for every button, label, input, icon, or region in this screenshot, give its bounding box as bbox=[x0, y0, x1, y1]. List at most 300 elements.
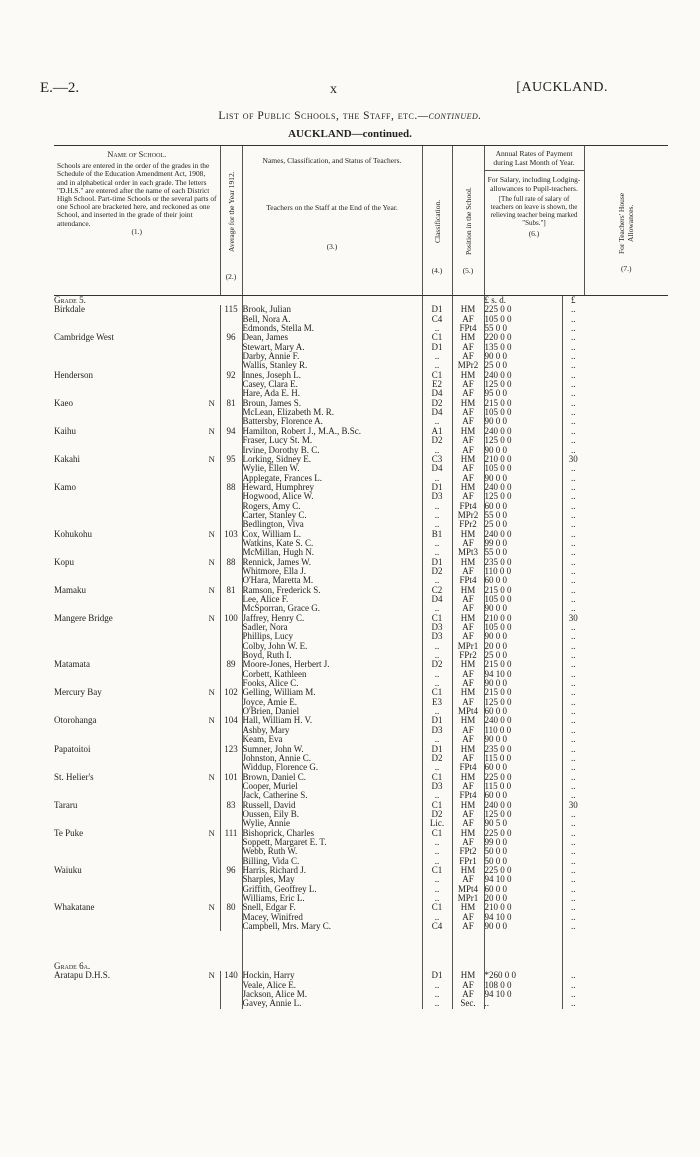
average-attendance bbox=[220, 885, 242, 894]
position: HM bbox=[452, 483, 484, 492]
teacher-name: Johnston, Annie C. bbox=[242, 754, 422, 763]
average-attendance: 103 bbox=[220, 530, 242, 539]
teacher-name: Hall, William H. V. bbox=[242, 716, 422, 725]
average-attendance: 123 bbox=[220, 745, 242, 754]
school-name bbox=[54, 698, 204, 707]
salary: 240 0 0 bbox=[484, 371, 562, 380]
average-attendance: 140 bbox=[220, 971, 242, 980]
position: AF bbox=[452, 389, 484, 398]
table-row bbox=[54, 399, 668, 408]
teacher-name: Jackson, Alice M. bbox=[242, 990, 422, 999]
salary: 215 0 0 bbox=[484, 399, 562, 408]
classification: .. bbox=[422, 576, 452, 585]
school-name bbox=[54, 380, 204, 389]
teacher-name: Harris, Richard J. bbox=[242, 866, 422, 875]
teacher-name: Macey, Winifred bbox=[242, 913, 422, 922]
school-name: Kakahi bbox=[54, 454, 80, 464]
classification: D1 bbox=[422, 558, 452, 567]
native-marker bbox=[204, 371, 220, 380]
school-name: Henderson bbox=[54, 370, 93, 380]
table-row bbox=[54, 829, 668, 838]
position: AF bbox=[452, 446, 484, 455]
classification: .. bbox=[422, 511, 452, 520]
position: FPr1 bbox=[452, 857, 484, 866]
salary: 210 0 0 bbox=[484, 903, 562, 912]
salary: 99 0 0 bbox=[484, 539, 562, 548]
native-marker bbox=[204, 922, 220, 931]
table-row bbox=[54, 660, 668, 669]
teacher-name: Bedlington, Viva bbox=[242, 520, 422, 529]
average-attendance bbox=[220, 670, 242, 679]
house-allowance: .. bbox=[571, 679, 576, 689]
page-subtitle: AUCKLAND—continued. bbox=[288, 128, 412, 140]
classification: .. bbox=[422, 642, 452, 651]
school-name bbox=[54, 782, 204, 791]
average-attendance bbox=[220, 763, 242, 772]
average-attendance bbox=[220, 474, 242, 483]
average-attendance: 95 bbox=[220, 455, 242, 464]
salary: 110 0 0 bbox=[484, 726, 562, 735]
native-marker bbox=[204, 604, 220, 613]
table-row bbox=[54, 922, 668, 931]
classification: D2 bbox=[422, 399, 452, 408]
position: AF bbox=[452, 819, 484, 828]
salary: .. bbox=[484, 999, 562, 1008]
teacher-name: Sumner, John W. bbox=[242, 745, 422, 754]
salary: 115 0 0 bbox=[484, 754, 562, 763]
salary: 105 0 0 bbox=[484, 408, 562, 417]
classification: D4 bbox=[422, 464, 452, 473]
house-allowance: .. bbox=[571, 819, 576, 829]
average-attendance bbox=[220, 436, 242, 445]
house-allowance: .. bbox=[571, 763, 576, 773]
house-allowance: .. bbox=[571, 875, 576, 885]
house-allowance: .. bbox=[571, 912, 576, 922]
teacher-name: Watkins, Kate S. C. bbox=[242, 539, 422, 548]
school-name bbox=[54, 763, 204, 772]
position: AF bbox=[452, 539, 484, 548]
salary: 215 0 0 bbox=[484, 688, 562, 697]
average-attendance: 83 bbox=[220, 801, 242, 810]
school-name bbox=[54, 623, 204, 632]
native-marker bbox=[204, 838, 220, 847]
table-row bbox=[54, 763, 668, 772]
position: HM bbox=[452, 903, 484, 912]
teacher-name: Rennick, James W. bbox=[242, 558, 422, 567]
classification: D1 bbox=[422, 343, 452, 352]
teacher-name: Dean, James bbox=[242, 333, 422, 342]
position: FPt4 bbox=[452, 324, 484, 333]
average-attendance bbox=[220, 380, 242, 389]
table-row bbox=[54, 857, 668, 866]
position: AF bbox=[452, 735, 484, 744]
classification: .. bbox=[422, 981, 452, 990]
position: HM bbox=[452, 773, 484, 782]
position: AF bbox=[452, 567, 484, 576]
position: HM bbox=[452, 614, 484, 623]
classification: C2 bbox=[422, 586, 452, 595]
table-row bbox=[54, 903, 668, 912]
table-row bbox=[54, 990, 668, 999]
salary: 90 0 0 bbox=[484, 735, 562, 744]
salary: 20 0 0 bbox=[484, 642, 562, 651]
average-attendance bbox=[220, 999, 242, 1008]
school-name bbox=[54, 446, 204, 455]
salary: 90 0 0 bbox=[484, 632, 562, 641]
position-header: Position in the School. (5.) bbox=[452, 146, 484, 296]
house-allowance: .. bbox=[571, 305, 576, 315]
salary: *260 0 0 bbox=[484, 971, 562, 980]
classification: D3 bbox=[422, 632, 452, 641]
salary: 95 0 0 bbox=[484, 389, 562, 398]
native-marker bbox=[204, 623, 220, 632]
native-marker: N bbox=[204, 903, 220, 912]
teacher-name: Keam, Eva bbox=[242, 735, 422, 744]
average-attendance bbox=[220, 847, 242, 856]
school-name bbox=[54, 754, 204, 763]
classification: .. bbox=[422, 520, 452, 529]
average-attendance bbox=[220, 389, 242, 398]
teachers-header: Names, Classification, and Status of Teachers. Teachers on the Staff at the End of the Year. (3.) bbox=[242, 146, 422, 296]
average-attendance bbox=[220, 604, 242, 613]
salary: 90 0 0 bbox=[484, 922, 562, 931]
school-name bbox=[54, 819, 204, 828]
position: AF bbox=[452, 754, 484, 763]
school-name bbox=[54, 417, 204, 426]
classification: .. bbox=[422, 990, 452, 999]
native-marker bbox=[204, 745, 220, 754]
table-row bbox=[54, 315, 668, 324]
teacher-name: Cox, William L. bbox=[242, 530, 422, 539]
salary: 240 0 0 bbox=[484, 530, 562, 539]
native-marker bbox=[204, 651, 220, 660]
native-marker bbox=[204, 801, 220, 810]
school-name bbox=[54, 352, 204, 361]
average-attendance bbox=[220, 539, 242, 548]
salary: 25 0 0 bbox=[484, 520, 562, 529]
school-name: Kopu bbox=[54, 557, 74, 567]
native-marker bbox=[204, 847, 220, 856]
classification: .. bbox=[422, 417, 452, 426]
classification: C1 bbox=[422, 903, 452, 912]
classification: C1 bbox=[422, 371, 452, 380]
classification: .. bbox=[422, 474, 452, 483]
table-row bbox=[54, 530, 668, 539]
salary: 60 0 0 bbox=[484, 707, 562, 716]
classification: .. bbox=[422, 361, 452, 370]
table-row bbox=[54, 981, 668, 990]
native-marker: N bbox=[204, 971, 220, 980]
school-name: Waiuku bbox=[54, 865, 82, 875]
position: HM bbox=[452, 829, 484, 838]
position: AF bbox=[452, 726, 484, 735]
salary: 90 0 0 bbox=[484, 604, 562, 613]
average-attendance bbox=[220, 726, 242, 735]
currency-header-7: £ bbox=[571, 295, 576, 305]
teacher-name: Moore-Jones, Herbert J. bbox=[242, 660, 422, 669]
teacher-name: Hockin, Harry bbox=[242, 971, 422, 980]
position: HM bbox=[452, 660, 484, 669]
table-row bbox=[54, 464, 668, 473]
school-name: Cambridge West bbox=[54, 333, 114, 343]
table-row bbox=[54, 913, 668, 922]
school-name: Tararu bbox=[54, 800, 78, 810]
school-name bbox=[54, 511, 204, 520]
school-name: Otorohanga bbox=[54, 716, 97, 726]
school-name bbox=[54, 670, 204, 679]
native-marker bbox=[204, 670, 220, 679]
salary: 60 0 0 bbox=[484, 763, 562, 772]
classification: .. bbox=[422, 838, 452, 847]
classification: C4 bbox=[422, 315, 452, 324]
position: HM bbox=[452, 866, 484, 875]
table-row bbox=[54, 427, 668, 436]
table-row bbox=[54, 838, 668, 847]
school-name bbox=[54, 464, 204, 473]
schools-table bbox=[54, 145, 668, 1009]
teacher-name: Hamilton, Robert J., M.A., B.Sc. bbox=[242, 427, 422, 436]
average-attendance bbox=[220, 548, 242, 557]
average-attendance bbox=[220, 875, 242, 884]
average-attendance bbox=[220, 632, 242, 641]
native-marker bbox=[204, 595, 220, 604]
classification: .. bbox=[422, 913, 452, 922]
salary: 90 0 0 bbox=[484, 417, 562, 426]
house-allowance: .. bbox=[571, 772, 576, 782]
teacher-name: Sadler, Nora bbox=[242, 623, 422, 632]
salary: 105 0 0 bbox=[484, 623, 562, 632]
average-attendance: 88 bbox=[220, 558, 242, 567]
native-marker bbox=[204, 632, 220, 641]
average-attendance bbox=[220, 576, 242, 585]
salary: 108 0 0 bbox=[484, 981, 562, 990]
table-row bbox=[54, 745, 668, 754]
table-row bbox=[54, 642, 668, 651]
classification: .. bbox=[422, 352, 452, 361]
school-name bbox=[54, 474, 204, 483]
salary: 135 0 0 bbox=[484, 343, 562, 352]
house-allowance: .. bbox=[571, 417, 576, 427]
native-marker: N bbox=[204, 427, 220, 436]
teacher-name: Corbett, Kathleen bbox=[242, 670, 422, 679]
classification: C1 bbox=[422, 801, 452, 810]
table-row bbox=[54, 716, 668, 725]
house-allowance: .. bbox=[571, 990, 576, 1000]
school-name bbox=[54, 576, 204, 585]
table-row bbox=[54, 548, 668, 557]
table-row bbox=[54, 847, 668, 856]
house-allowance: .. bbox=[571, 809, 576, 819]
salary: 225 0 0 bbox=[484, 773, 562, 782]
attendance-header: Average for the Year 1912. (2.) bbox=[220, 146, 242, 296]
house-allowance: .. bbox=[571, 370, 576, 380]
house-allowance: .. bbox=[571, 641, 576, 651]
teacher-name: Soppett, Margaret E. T. bbox=[242, 838, 422, 847]
house-allowance: .. bbox=[571, 445, 576, 455]
classification: .. bbox=[422, 875, 452, 884]
table-row bbox=[54, 679, 668, 688]
table-row bbox=[54, 333, 668, 342]
classification: C3 bbox=[422, 455, 452, 464]
classification: .. bbox=[422, 670, 452, 679]
table-row bbox=[54, 417, 668, 426]
salary-header: Annual Rates of Payment during Last Month of Year. For Salary, including Lodging-allowances to Pupil-teachers. [The full rate of salary of teachers on leave is shown, the relieving teacher being marked "Subs."] (6.) bbox=[484, 146, 584, 296]
table-row bbox=[54, 474, 668, 483]
average-attendance bbox=[220, 502, 242, 511]
position: MPr2 bbox=[452, 361, 484, 370]
classification: .. bbox=[422, 999, 452, 1008]
average-attendance: 96 bbox=[220, 333, 242, 342]
native-marker bbox=[204, 315, 220, 324]
teacher-name: Boyd, Ruth I. bbox=[242, 651, 422, 660]
average-attendance: 94 bbox=[220, 427, 242, 436]
average-attendance bbox=[220, 520, 242, 529]
classification: .. bbox=[422, 651, 452, 660]
house-allowance: .. bbox=[571, 520, 576, 530]
salary: 25 0 0 bbox=[484, 361, 562, 370]
house-allowance: .. bbox=[571, 492, 576, 502]
classification: .. bbox=[422, 707, 452, 716]
salary: 125 0 0 bbox=[484, 698, 562, 707]
native-marker bbox=[204, 333, 220, 342]
salary: 125 0 0 bbox=[484, 380, 562, 389]
classification-header: Classification. (4.) bbox=[422, 146, 452, 296]
house-allowance: .. bbox=[571, 623, 576, 633]
position: HM bbox=[452, 716, 484, 725]
position: AF bbox=[452, 679, 484, 688]
position: AF bbox=[452, 315, 484, 324]
average-attendance: 96 bbox=[220, 866, 242, 875]
house-allowance: .. bbox=[571, 408, 576, 418]
table-row bbox=[54, 492, 668, 501]
classification: .. bbox=[422, 539, 452, 548]
school-name: Aratapu D.H.S. bbox=[54, 971, 110, 981]
house-allowance: .. bbox=[571, 856, 576, 866]
salary: 90 5 0 bbox=[484, 819, 562, 828]
teacher-name: Applegate, Frances L. bbox=[242, 474, 422, 483]
teacher-name: Battersby, Florence A. bbox=[242, 417, 422, 426]
house-allowance: .. bbox=[571, 632, 576, 642]
salary: 240 0 0 bbox=[484, 801, 562, 810]
teacher-name: Irvine, Dorothy B. C. bbox=[242, 446, 422, 455]
table-row bbox=[54, 558, 668, 567]
native-marker bbox=[204, 520, 220, 529]
house-allowance: .. bbox=[571, 473, 576, 483]
school-name bbox=[54, 539, 204, 548]
native-marker bbox=[204, 492, 220, 501]
table-row bbox=[54, 539, 668, 548]
house-allowance: .. bbox=[571, 697, 576, 707]
average-attendance: 88 bbox=[220, 483, 242, 492]
position: AF bbox=[452, 990, 484, 999]
house-allowance: .. bbox=[571, 464, 576, 474]
native-marker bbox=[204, 567, 220, 576]
average-attendance bbox=[220, 990, 242, 999]
teacher-name: Oussen, Eily B. bbox=[242, 810, 422, 819]
average-attendance bbox=[220, 595, 242, 604]
house-allowance: .. bbox=[571, 707, 576, 717]
native-marker: N bbox=[204, 829, 220, 838]
salary: 105 0 0 bbox=[484, 464, 562, 473]
classification: .. bbox=[422, 885, 452, 894]
house-allowance: .. bbox=[571, 566, 576, 576]
teacher-name: Cooper, Muriel bbox=[242, 782, 422, 791]
school-name bbox=[54, 857, 204, 866]
native-marker bbox=[204, 999, 220, 1008]
position: AF bbox=[452, 408, 484, 417]
native-marker bbox=[204, 894, 220, 903]
classification: D2 bbox=[422, 436, 452, 445]
house-allowance: 30 bbox=[568, 800, 578, 810]
table-row bbox=[54, 894, 668, 903]
native-marker: N bbox=[204, 716, 220, 725]
position: FPt4 bbox=[452, 576, 484, 585]
average-attendance bbox=[220, 408, 242, 417]
classification: D1 bbox=[422, 716, 452, 725]
school-name: St. Helier's bbox=[54, 772, 94, 782]
classification: D1 bbox=[422, 305, 452, 314]
native-marker bbox=[204, 380, 220, 389]
table-row bbox=[54, 782, 668, 791]
teacher-name: Carter, Stanley C. bbox=[242, 511, 422, 520]
position: AF bbox=[452, 838, 484, 847]
teacher-name: Fooks, Alice C. bbox=[242, 679, 422, 688]
house-allowance: .. bbox=[571, 716, 576, 726]
average-attendance bbox=[220, 810, 242, 819]
house-allowance: .. bbox=[571, 971, 576, 981]
native-marker bbox=[204, 436, 220, 445]
position: MPr1 bbox=[452, 642, 484, 651]
average-attendance bbox=[220, 623, 242, 632]
classification: .. bbox=[422, 894, 452, 903]
native-marker bbox=[204, 913, 220, 922]
teacher-name: Wylie, Annie bbox=[242, 819, 422, 828]
position: AF bbox=[452, 810, 484, 819]
position: AF bbox=[452, 604, 484, 613]
table-row bbox=[54, 408, 668, 417]
table-row bbox=[54, 567, 668, 576]
table-row bbox=[54, 389, 668, 398]
native-marker bbox=[204, 810, 220, 819]
average-attendance bbox=[220, 791, 242, 800]
table-row bbox=[54, 726, 668, 735]
classification: C1 bbox=[422, 614, 452, 623]
position: Sec. bbox=[452, 999, 484, 1008]
salary: 215 0 0 bbox=[484, 586, 562, 595]
classification: .. bbox=[422, 857, 452, 866]
house-allowance: .. bbox=[571, 922, 576, 932]
salary: 240 0 0 bbox=[484, 483, 562, 492]
house-allowance: .. bbox=[571, 585, 576, 595]
average-attendance bbox=[220, 361, 242, 370]
school-name bbox=[54, 679, 204, 688]
native-marker bbox=[204, 642, 220, 651]
average-attendance: 115 bbox=[220, 305, 242, 314]
school-name bbox=[54, 735, 204, 744]
average-attendance: 101 bbox=[220, 773, 242, 782]
house-allowance: .. bbox=[571, 389, 576, 399]
house-allowance: .. bbox=[571, 669, 576, 679]
school-name: Te Puke bbox=[54, 828, 84, 838]
average-attendance bbox=[220, 838, 242, 847]
house-allowance: .. bbox=[571, 847, 576, 857]
native-marker bbox=[204, 343, 220, 352]
classification: C4 bbox=[422, 922, 452, 931]
teacher-name: Heward, Humphrey bbox=[242, 483, 422, 492]
native-marker bbox=[204, 782, 220, 791]
native-marker: N bbox=[204, 614, 220, 623]
table-row bbox=[54, 866, 668, 875]
